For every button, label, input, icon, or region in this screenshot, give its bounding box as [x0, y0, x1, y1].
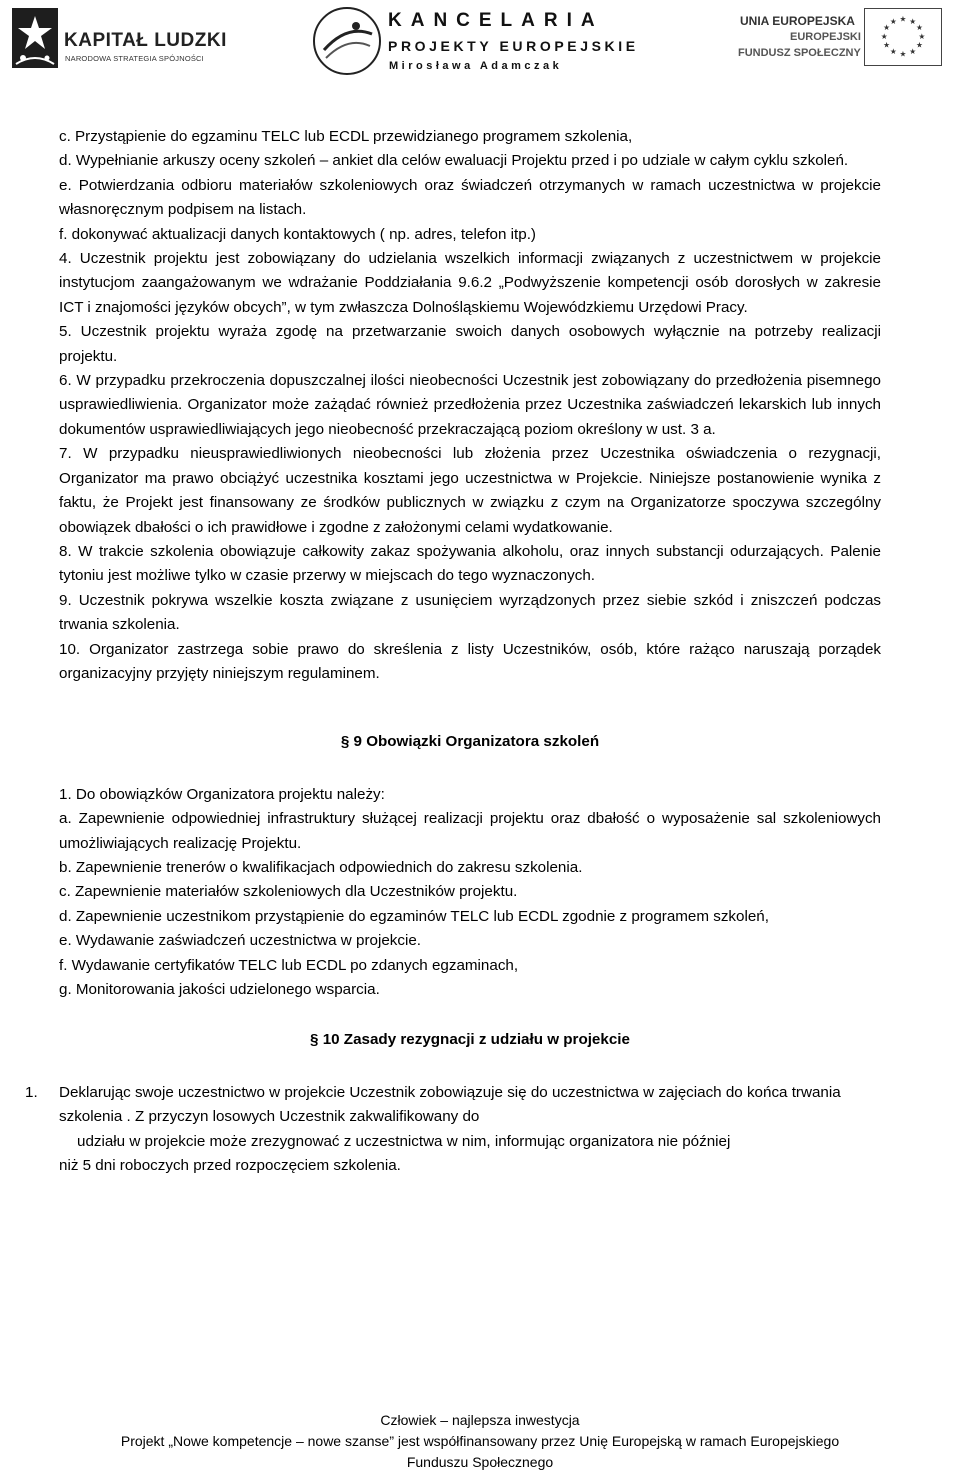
kancelaria-owner: Mirosława Adamczak [389, 60, 563, 72]
kancelaria-logo [312, 2, 639, 78]
section-10-item-1 [25, 1081, 881, 1179]
section-9-item-a: a. Zapewnienie odpowiedniej infrastruktury służącej realizacji projektu oraz dbałość o wyposażenie sal szkoleniowych umożliwiających realizację Projektu. [59, 810, 881, 852]
svg-text:★: ★ [915, 23, 923, 33]
svg-text:★: ★ [918, 31, 926, 41]
document-body [25, 125, 881, 1178]
paragraph-6: 6. W przypadku przekroczenia dopuszczalnej ilości nieobecności Uczestnik jest zobowiązany do przedłożenia pisemnego usprawiedliwienia. Organizator może zażądać również przedłożenia przez Uczestnika zaświadczeń lekarskich lub innych dokumentów usprawiedliwiających jego nieobecność przekraczającą poziom określony w ust. 3 a. [59, 372, 881, 438]
footer-slogan: Człowiek – najlepsza inwestycja [380, 1412, 580, 1428]
obligation-d: d. Wypełnianie arkuszy oceny szkoleń – ankiet dla celów ewaluacji Projektu przed i po udziale w całym cyklu szkoleń. [59, 152, 849, 170]
section-9-item-g: g. Monitorowania jakości udzielonego wsparcia. [59, 981, 380, 998]
page-header [0, 0, 960, 82]
svg-text:★: ★ [880, 31, 888, 41]
eu-flag-icon [864, 8, 942, 66]
eu-logo [736, 8, 948, 68]
paragraph-7: 7. W przypadku nieusprawiedliwionych nieobecności lub złożenia przez Uczestnika oświadczenia o rezygnacji, Organizator ma prawo obciążyć uczestnika kosztami jego uczestnictwa w Projekcie. Niniejsze postanowienie wynika z faktu, że Projekt jest finansowany ze środków publicznych w związku z czym na Organizatorze spoczywa szczególny obowiązek dbałości o ich prawidłowe i zgodne z założonymi celami wydatkowanie. [59, 445, 881, 536]
section-9-intro: 1. Do obowiązków Organizatora projektu należy: [59, 785, 385, 803]
paragraph-5: 5. Uczestnik projektu wyraża zgodę na przetwarzanie swoich danych osobowych wyłącznie na potrzeby realizacji projektu. [59, 323, 881, 365]
svg-text:★: ★ [889, 46, 897, 56]
obligation-f: f. dokonywać aktualizacji danych kontaktowych ( np. adres, telefon itp.) [59, 225, 536, 243]
eu-fund-line1: EUROPEJSKI [790, 31, 861, 43]
section-10-heading: § 10 Zasady rezygnacji z udziału w projekcie [310, 1031, 630, 1049]
footer-funding-line2: Funduszu Społecznego [406, 1454, 554, 1470]
paragraph-4: 4. Uczestnik projektu jest zobowiązany do udzielania wszelkich informacji związanych z uczestnictwem w projekcie instytucjom zaangażowanym we wdrażanie Poddziałania 9.6.2 „Podwyższenie kompetencji osób dorosłych w zakresie ICT i znajomości języków obcych”, w tym zwłaszcza Dolnośląskiemu Wojewódzkiemu Urzędowi Pracy. [59, 250, 881, 316]
svg-text:★: ★ [899, 14, 907, 24]
section-9-heading: § 9 Obowiązki Organizatora szkoleń [340, 733, 600, 751]
section-9-item-e: e. Wydawanie zaświadczeń uczestnictwa w projekcie. [59, 932, 421, 950]
kapital-ludzki-logo [12, 8, 232, 68]
eu-fund-line2: FUNDUSZ SPOŁECZNY [738, 47, 861, 59]
svg-text:★: ★ [909, 46, 917, 56]
section-9-item-b: b. Zapewnienie trenerów o kwalifikacjach odpowiednich do zakresu szkolenia. [59, 858, 583, 876]
section-10-item-1-label: 1. [25, 1083, 38, 1101]
page-footer [0, 1410, 960, 1473]
section-10-item-1-text-c: niż 5 dni roboczych przed rozpoczęciem szkolenia. [59, 1157, 401, 1175]
kancelaria-title: KANCELARIA [388, 10, 604, 31]
obligation-c: c. Przystąpienie do egzaminu TELC lub ECDL przewidzianego programem szkolenia, [59, 128, 633, 145]
obligation-e: e. Potwierdzania odbioru materiałów szkoleniowych oraz świadczeń otrzymanych w ramach uczestnictwa w projekcie własnoręcznym podpisem na listach. [59, 176, 881, 219]
eu-title: UNIA EUROPEJSKA [740, 14, 855, 28]
kancelaria-subtitle: PROJEKTY EUROPEJSKIE [388, 38, 639, 54]
kapital-ludzki-title: KAPITAŁ LUDZKI [64, 30, 227, 51]
section-10-item-1-text-b: udziału w projekcie może zrezygnować z uczestnictwa w nim, informując organizatora nie później [77, 1132, 731, 1150]
section-10-item-1-text-a: Deklarując swoje uczestnictwo w projekcie Uczestnik zobowiązuje się do uczestnictwa w zajęciach do końca trwania szkolenia . Z przyczyn losowych Uczestnik zakwalifikowany do [59, 1083, 841, 1126]
section-9-item-c: c. Zapewnienie materiałów szkoleniowych dla Uczestników projektu. [59, 883, 518, 901]
paragraph-9: 9. Uczestnik pokrywa wszelkie koszta związane z usunięciem wyrządzonych przez siebie szkód i zniszczeń podczas trwania szkolenia. [59, 591, 881, 634]
kancelaria-emblem-icon [312, 6, 382, 76]
svg-text:★: ★ [909, 16, 917, 26]
kapital-ludzki-emblem-icon [12, 8, 58, 68]
paragraph-10: 10. Organizator zastrzega sobie prawo do skreślenia z listy Uczestników, osób, które rażąco naruszają porządek organizacyjny przyjęty niniejszym regulaminem. [59, 640, 881, 682]
svg-text:★: ★ [883, 40, 891, 50]
svg-text:★: ★ [915, 40, 923, 50]
paragraph-8: 8. W trakcie szkolenia obowiązuje całkowity zakaz spożywania alkoholu, oraz innych substancji odurzających. Palenie tytoniu jest możliwe tylko w czasie przerwy w miejscach do tego wyznaczonych. [59, 542, 881, 585]
footer-funding-line1: Projekt „Nowe kompetencje – nowe szanse” jest współfinansowany przez Unię Europejską w ramach Europejskiego [120, 1433, 840, 1449]
svg-text:★: ★ [889, 16, 897, 26]
svg-text:★: ★ [899, 49, 907, 59]
kapital-ludzki-subtitle: NARODOWA STRATEGIA SPÓJNOŚCI [65, 54, 204, 63]
section-9-item-f: f. Wydawanie certyfikatów TELC lub ECDL po zdanych egzaminach, [59, 956, 519, 974]
svg-text:★: ★ [883, 23, 891, 33]
section-9-item-d: d. Zapewnienie uczestnikom przystąpienie do egzaminów TELC lub ECDL zgodnie z programem szkoleń, [59, 907, 769, 925]
